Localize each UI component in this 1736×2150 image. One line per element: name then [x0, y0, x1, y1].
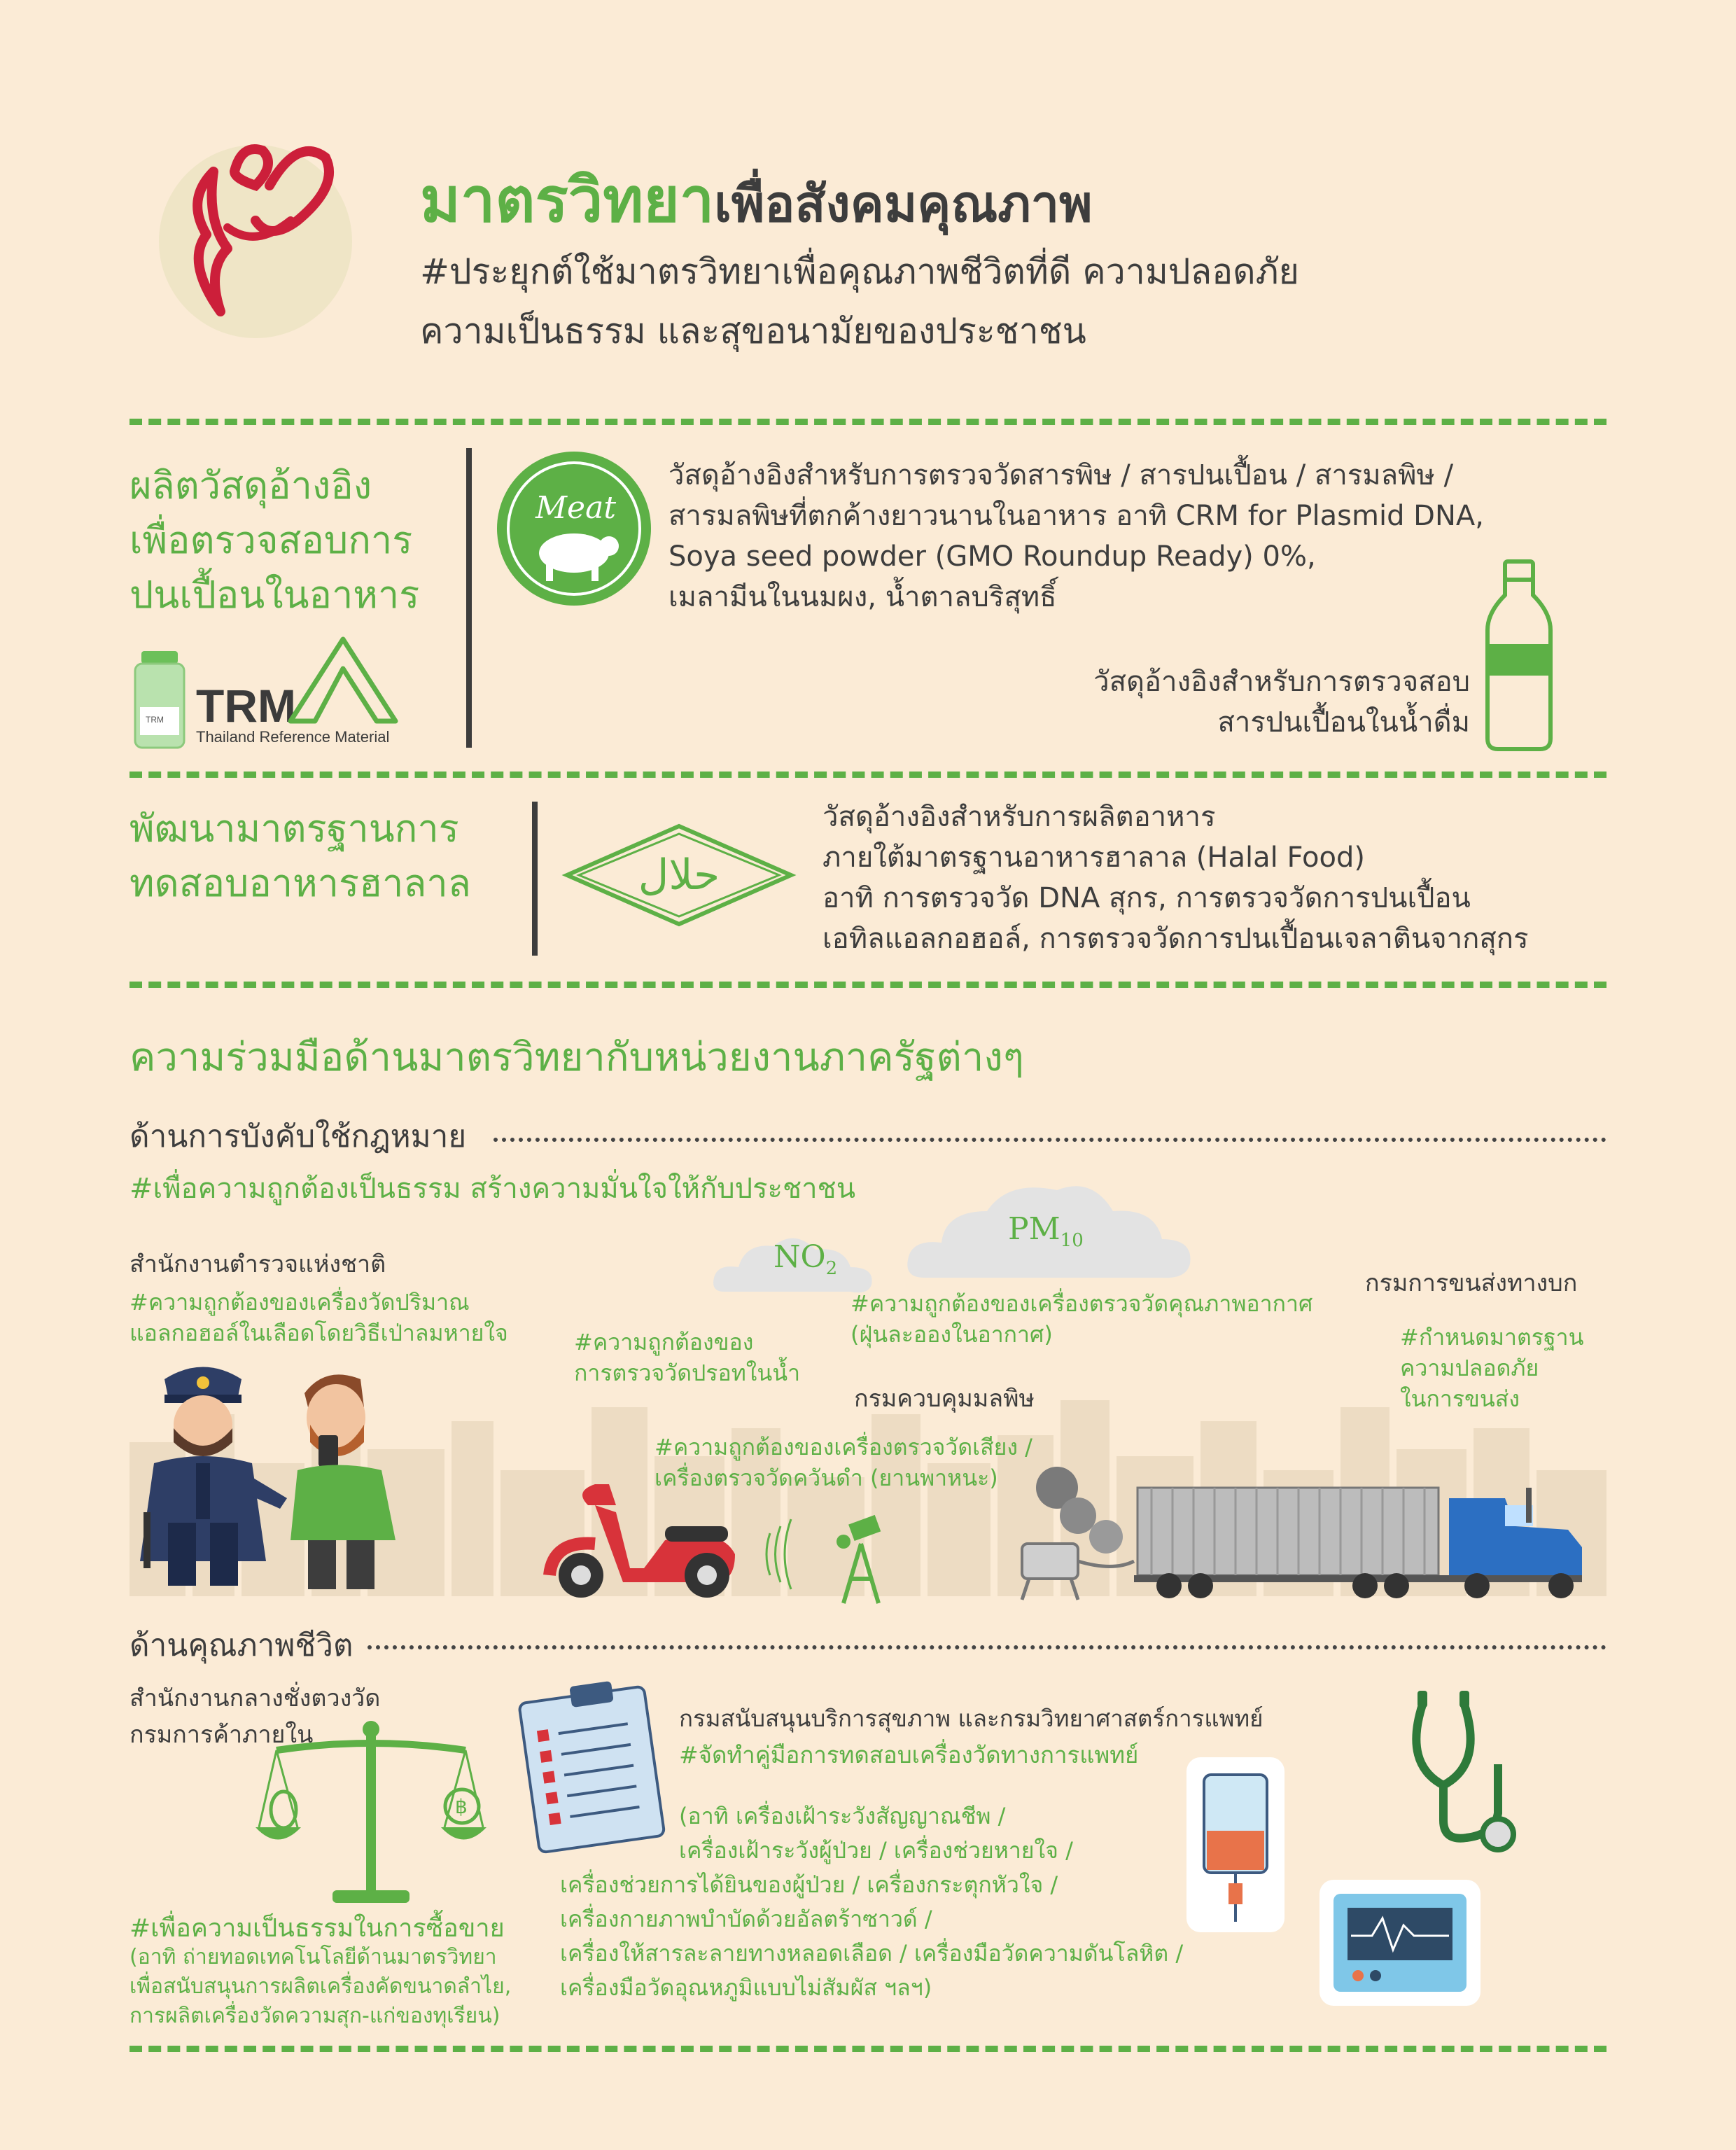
- fair-description: [130, 1943, 511, 2031]
- trm-caption: Thailand Reference Material: [196, 728, 390, 746]
- fair-desc-line: เพื่อสนับสนุนการผลิตเครื่องคัดขนาดลำไย,: [130, 1974, 512, 1999]
- transport-description: [1400, 1322, 1583, 1414]
- water-meter-line: การตรวจวัดปรอทในน้ำ: [574, 1360, 801, 1386]
- pcd-title: กรมควบคุมมลพิษ: [854, 1385, 1035, 1413]
- svg-text:TRM: TRM: [146, 715, 164, 725]
- halal-desc-line: อาทิ การตรวจวัด DNA สุกร, การตรวจวัดการปนเปื้อน: [822, 882, 1471, 914]
- scooter-icon: [546, 1477, 749, 1603]
- health-desc-line: เครื่องช่วยการได้ยินของผู้ป่วย / เครื่องกระตุกหัวใจ /: [560, 1871, 1058, 1898]
- trm-logo: TRM: [196, 680, 296, 732]
- svg-text:฿: ฿: [455, 1795, 468, 1818]
- halal-title-line: ทดสอบอาหารฮาลาล: [130, 861, 471, 905]
- life-dots: [368, 1645, 1606, 1649]
- divider-bottom: [130, 2046, 1606, 2052]
- halal-title-line: พัฒนามาตรฐานการ: [130, 807, 459, 851]
- life-heading: ด้านคุณภาพชีวิต: [130, 1628, 354, 1663]
- trm-bottle-icon: [132, 651, 188, 749]
- truck-icon: [1134, 1484, 1589, 1600]
- transport-title: กรมการขนส่งทางบก: [1365, 1269, 1578, 1297]
- health-tag: #จัดทำคู่มือการทดสอบเครื่องวัดทางการแพทย์: [679, 1741, 1139, 1768]
- water-desc-line: สารปนเปื้อนในน้ำดื่ม: [1217, 706, 1470, 739]
- law-heading: ด้านการบังคับใช้กฎหมาย: [130, 1119, 467, 1154]
- fair-desc-line: การผลิตเครื่องวัดความสุก-แก่ของทุเรียน): [130, 2004, 500, 2028]
- fair-tag: #เพื่อความเป็นธรรมในการซื้อขาย: [130, 1914, 505, 1943]
- cbwm-line: สำนักงานกลางชั่งตวงวัด: [130, 1684, 381, 1712]
- no2-sub: 2: [825, 1257, 838, 1279]
- water-meter-line: #ความถูกต้องของ: [574, 1329, 754, 1355]
- water-bottle-icon: [1484, 560, 1554, 753]
- health-desc-line: เครื่องมือวัดอุณหภูมิแบบไม่สัมผัส ฯลฯ): [560, 1974, 932, 2001]
- police-desc-line: แอลกอฮอล์ในเลือดโดยวิธีเป่าลมหายใจ: [130, 1320, 508, 1346]
- monitor-icon: [1316, 1876, 1484, 2009]
- stethoscope-icon: [1376, 1687, 1544, 1848]
- halal-mark: حلال: [638, 851, 720, 900]
- trm-mountain-icon: [287, 634, 399, 725]
- coop-title: ความร่วมมือด้านมาตรวิทยากับหน่วยงานภาครัฐต่างๆ: [130, 1035, 1024, 1080]
- scale-icon: [255, 1722, 486, 1904]
- sound-meter-icon: [763, 1505, 910, 1603]
- divider-3: [130, 982, 1606, 988]
- halal-desc-line: เอทิลแอลกอฮอล์, การตรวจวัดการปนเปื้อนเจลาตินจากสุกร: [822, 923, 1529, 955]
- water-meter-description: [574, 1327, 800, 1388]
- law-dots: [493, 1138, 1606, 1142]
- food-desc-line: Soya seed powder (GMO Roundup Ready) 0%,: [668, 540, 1316, 573]
- subtitle-line-1: #ประยุกต์ใช้มาตรวิทยาเพื่อคุณภาพชีวิตที่ดี ความปลอดภัย: [420, 251, 1299, 292]
- title-dark: เพื่อสังคมคุณภาพ: [714, 174, 1093, 233]
- fair-desc-line: (อาทิ ถ่ายทอดเทคโนโลยีด้านมาตรวิทยา: [130, 1945, 497, 1969]
- halal-desc-line: ภายใต้มาตรฐานอาหารฮาลาล (Halal Food): [822, 842, 1365, 874]
- food-desc-line: วัสดุอ้างอิงสำหรับการตรวจวัดสารพิษ / สารปนเปื้อน / สารมลพิษ /: [668, 459, 1454, 491]
- water-description: [1036, 662, 1470, 743]
- health-description: [560, 1799, 1183, 2005]
- divider-2: [130, 772, 1606, 778]
- police-desc-line: #ความถูกต้องของเครื่องวัดปริมาณ: [130, 1289, 470, 1315]
- noise-desc-line: เครื่องตรวจวัดควันดำ (ยานพาหนะ): [654, 1465, 998, 1491]
- food-title-line: ผลิตวัสดุอ้างอิง: [130, 463, 372, 508]
- transport-desc-line: ความปลอดภัย: [1400, 1355, 1539, 1381]
- water-desc-line: วัสดุอ้างอิงสำหรับการตรวจสอบ: [1093, 666, 1470, 698]
- iv-bag-icon: [1183, 1754, 1288, 1936]
- police-icon: [126, 1358, 287, 1589]
- halal-section-title: [130, 802, 471, 911]
- health-desc-line: เครื่องให้สารละลายทางหลอดเลือด / เครื่องมือวัดความดันโลหิต /: [560, 1940, 1184, 1967]
- divider-1: [130, 419, 1606, 425]
- law-tagline: #เพื่อความถูกต้องเป็นธรรม สร้างความมั่นใจให้กับประชาชน: [130, 1173, 856, 1205]
- halal-icon: [564, 823, 794, 928]
- pm-text: PM: [1008, 1211, 1060, 1247]
- noise-desc-line: #ความถูกต้องของเครื่องตรวจวัดเสียง /: [654, 1434, 1032, 1460]
- food-title-line: เพื่อตรวจสอบการ: [130, 518, 413, 562]
- food-desc-line: สารมลพิษที่ตกค้างยาวนานในอาหาร อาทิ CRM for Plasmid DNA,: [668, 500, 1484, 532]
- pm10-label: [1008, 1211, 1084, 1251]
- transport-desc-line: ในการขนส่ง: [1400, 1385, 1520, 1412]
- air-desc-line: #ความถูกต้องของเครื่องตรวจวัดคุณภาพอากาศ: [850, 1290, 1313, 1317]
- police-title: สำนักงานตำรวจแห่งชาติ: [130, 1250, 386, 1278]
- transport-desc-line: #กำหนดมาตรฐาน: [1400, 1324, 1584, 1350]
- halal-description: [822, 797, 1628, 959]
- health-title: กรมสนับสนุนบริการสุขภาพ และกรมวิทยาศาสตร์การแพทย์: [679, 1705, 1264, 1732]
- smoke-meter-icon: [1015, 1467, 1141, 1600]
- meat-label: Meat: [536, 490, 617, 526]
- halal-desc-line: วัสดุอ้างอิงสำหรับการผลิตอาหาร: [822, 801, 1216, 833]
- police-description: [130, 1287, 508, 1348]
- food-description: [668, 455, 1578, 617]
- meat-pig-icon: [493, 448, 654, 609]
- halal-divider: [532, 802, 538, 956]
- food-title-line: ปนเปื้อนในอาหาร: [130, 573, 420, 617]
- health-desc-line: เครื่องกายภาพบำบัดด้วยอัลตร้าซาวด์ /: [560, 1906, 932, 1932]
- air-description: [850, 1288, 1312, 1350]
- air-desc-line: (ฝุ่นละอองในอากาศ): [850, 1321, 1053, 1348]
- health-desc-line: (อาทิ เครื่องเฝ้าระวังสัญญาณชีพ /: [679, 1803, 1006, 1829]
- food-desc-line: เมลามีนในนมผง, น้ำตาลบริสุทธิ์: [668, 581, 1057, 613]
- title-green: มาตรวิทยา: [420, 164, 715, 236]
- no2-label: [774, 1239, 837, 1279]
- food-divider: [466, 448, 472, 748]
- no2-text: NO: [774, 1239, 826, 1275]
- man-breathalyzer-icon: [284, 1365, 406, 1589]
- health-desc-line: เครื่องเฝ้าระวังผู้ป่วย / เครื่องช่วยหายใจ /: [679, 1837, 1073, 1864]
- food-section-title: [130, 459, 419, 622]
- pm-sub: 10: [1060, 1229, 1084, 1251]
- logo-icon: [150, 130, 346, 340]
- cbwm-line: กรมการค้าภายใน: [130, 1721, 314, 1749]
- subtitle-line-2: ความเป็นธรรม และสุขอนามัยของประชาชน: [420, 311, 1086, 351]
